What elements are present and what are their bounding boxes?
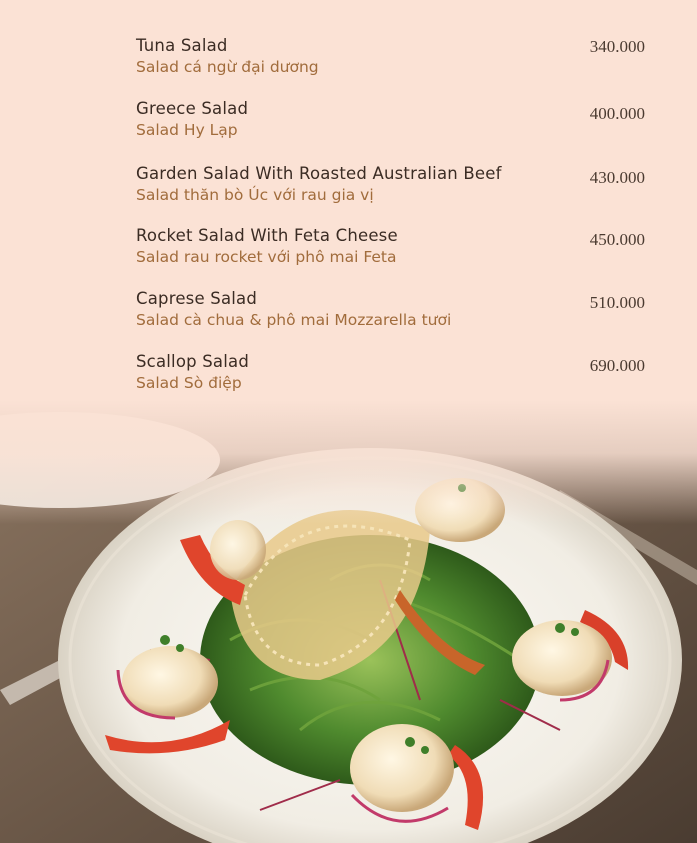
item-name: Greece Salad xyxy=(136,99,249,118)
item-vietnamese-name: Salad thăn bò Úc với rau gia vị xyxy=(136,186,374,204)
item-vietnamese-name: Salad Hy Lạp xyxy=(136,121,238,139)
item-vietnamese-name: Salad cà chua & phô mai Mozzarella tươi xyxy=(136,311,452,329)
menu-item-greece-salad xyxy=(136,99,645,141)
menu-item-scallop-salad xyxy=(136,352,645,394)
item-vietnamese-name: Salad Sò điệp xyxy=(136,374,242,392)
menu-list xyxy=(0,0,697,410)
item-vietnamese-name: Salad cá ngừ đại dương xyxy=(136,58,319,76)
scallop-salad-photo xyxy=(0,400,697,843)
menu-item-caprese-salad xyxy=(136,289,645,331)
item-price: 450.000 xyxy=(589,230,645,249)
item-name: Caprese Salad xyxy=(136,289,258,308)
item-vietnamese-name: Salad rau rocket với phô mai Feta xyxy=(136,248,397,266)
menu-item-garden-salad xyxy=(136,164,645,206)
item-price: 400.000 xyxy=(589,104,645,123)
item-price: 690.000 xyxy=(589,356,645,375)
item-price: 340.000 xyxy=(589,37,645,56)
item-name: Tuna Salad xyxy=(136,36,228,55)
item-name: Scallop Salad xyxy=(136,352,249,371)
item-name: Garden Salad With Roasted Australian Beef xyxy=(136,164,502,183)
menu-item-tuna-salad xyxy=(136,36,645,78)
item-price: 430.000 xyxy=(589,168,645,187)
item-name: Rocket Salad With Feta Cheese xyxy=(136,226,398,245)
item-price: 510.000 xyxy=(589,293,645,312)
menu-item-rocket-salad xyxy=(136,226,645,268)
